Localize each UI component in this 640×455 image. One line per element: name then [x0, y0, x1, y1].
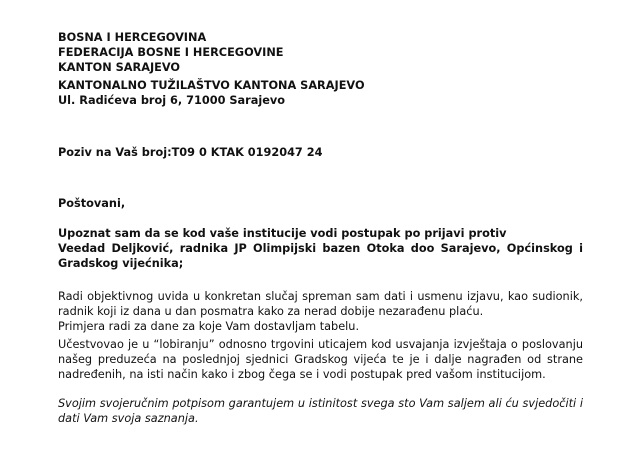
recipient-block: [58, 78, 583, 108]
closing-line-1: Svojim svojeručnim potpisom garantujem u istinitost svega sto Vam saljem ali ću svjedočiti i: [58, 397, 583, 410]
intro-line-1: Upoznat sam da se kod vaše institucije vodi postupak po prijavi protiv: [58, 227, 507, 240]
greeting-text: Poštovani,: [58, 197, 126, 210]
closing-paragraph: [58, 396, 583, 426]
paragraph-1-line-1: Radi objektivnog uvida u konkretan slučaj spreman sam dati i usmenu izjavu, kao sudionik,: [58, 290, 583, 303]
header-canton: KANTON SARAJEVO: [58, 61, 181, 74]
recipient-name: KANTONALNO TUŽILAŠTVO KANTONA SARAJEVO: [58, 79, 365, 92]
recipient-address: Ul. Radićeva broj 6, 71000 Sarajevo: [58, 94, 285, 107]
paragraph-2-line-1: Učestvovao je u “lobiranju” odnosno trgovini uticajem kod usvajanja izvještaja o poslovanju: [58, 338, 583, 351]
greeting: [58, 196, 583, 211]
paragraph-2-line-3: nadređenih, na isti način kako i zbog čega se i vodi postupak pred vašom institucijom.: [58, 368, 546, 381]
paragraph-lobbying: [58, 337, 583, 382]
intro-line-3: Gradskog vijećnika;: [58, 257, 184, 270]
paragraph-testimony: [58, 289, 583, 334]
reference-number: Poziv na Vaš broj:T09 0 KTAK 0192047 24: [58, 146, 323, 159]
header-block: [58, 30, 583, 75]
paragraph-1-line-3: Primjera radi za dane za koje Vam dostavljam tabelu.: [58, 320, 360, 333]
header-country: BOSNA I HERCEGOVINA: [58, 31, 207, 44]
paragraph-1-line-2: radnik koji iz dana u dan posmatra kako za nerad dobije nezarađenu plaću.: [58, 305, 484, 318]
intro-paragraph: [58, 226, 583, 271]
closing-line-2: dati Vam svoja saznanja.: [58, 412, 199, 425]
intro-line-2: Veedad Deljković, radnika JP Olimpijski bazen Otoka doo Sarajevo, Općinskog i: [58, 242, 583, 255]
paragraph-2-line-2: našeg preduzeća na poslednjoj sjednici Gradskog vijeća te je i dalje nagrađen od strane: [58, 353, 583, 366]
reference-line: [58, 145, 583, 160]
header-federation: FEDERACIJA BOSNE I HERCEGOVINE: [58, 46, 284, 59]
